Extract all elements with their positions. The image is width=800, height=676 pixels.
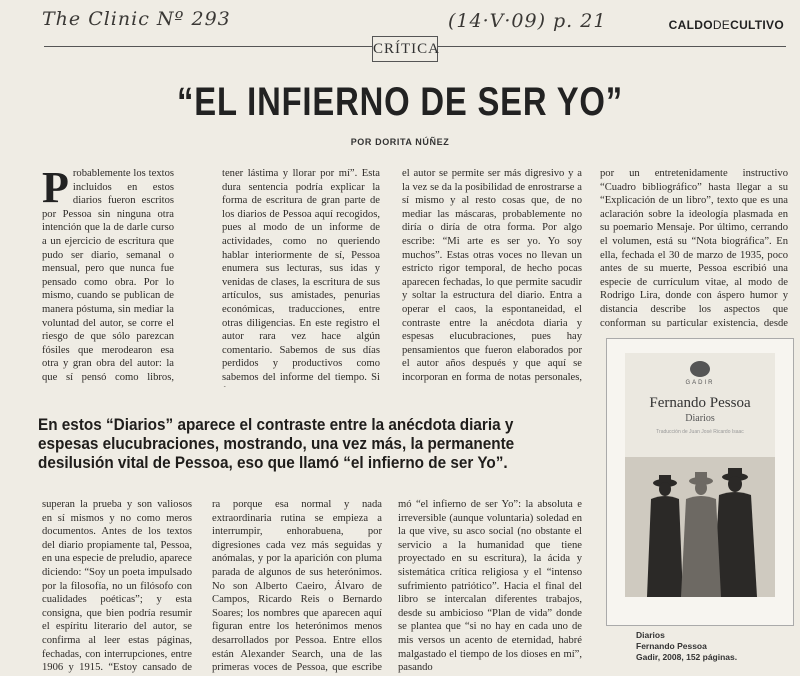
publisher-logo-icon	[690, 361, 710, 377]
column-6-text: ra porque esa normal y nada extraordinaria rutina se empieza a interrumpir, enhorabuena, por digresiones cada vez más seguidas y anómalas, y por la aparición con pluma parada de algunos de sus heterónimos. No son Alberto Caeiro, Álvaro de Campos, Ricardo Reis o Bernardo Soares; los nombres que aparecen aquí figuran entre los heterónimos menos desarrollados por Pessoa. Entre ellos están Alexander Search, una de las primeras voces de Pessoa, que escribe	[212, 499, 382, 674]
article-title: “EL INFIERNO DE SER YO”	[177, 80, 623, 124]
section-logo-b: DE	[712, 18, 731, 32]
column-2-text: tener lástima y llorar por mí”. Esta dura sentencia podría explicar la forma de escritura de gran parte de los diarios de Pessoa aquí recogidos, pues al modo de un informe de actividades, como no queriendo hablar interiormente de sí, Pessoa enumera sus lecturas, sus idas y venidas de clases, la escritura de sus artículos, sus amistades, penurias económicas, traducciones, entre otras diligencias. En este registro el autor rara vez hace algún comentario. Sabemos de sus días perdidos y productivos como sabemos del informe del tiempo. Si	[222, 168, 380, 383]
column-4-text: por un entretenidamente instructivo “Cuadro bibliográfico” hasta llegar a su “Explicación de un libro”, texto que es una aclaración sobre la ideología plasmada en su poemario Mensaje. Por último, cerrando el volumen, está su “Nota biográfica”. En ella, fechada el 30 de marzo de 1935, poco antes de su muerte, Pessoa escribió una especie de currículum vitae, al modo de Rodrigo Lira, donde con áspero humor y distancia describe los aspectos que conforman su particular existencia, desde	[600, 168, 788, 327]
caption-title: Diarios	[636, 630, 665, 640]
column-5	[42, 498, 192, 676]
book-cover	[625, 353, 775, 597]
column-3-text: el autor se permite ser más digresivo y a la vez se da la posibilidad de enrostrarse a sí mismo y al resto cosas que, de no mediar las máscaras, probablemente no diría o diría de otra forma. Por algo escribe: “Mi arte es ser yo. Yo soy muchos”. Estas otras voces no llevan un estricto rigor temporal, de hecho pocas aparecen fechadas, lo que permite sacudir y soltar la estructura del diario. Entra a operar el caos, la espontaneidad, el contraste entre la anécdota diaria y espesas elucubraciones, pues hay pensamientos que fueron elaborados por el autor años después y que aquí se incorporan en forma de notas personales,	[402, 168, 582, 383]
caption-author: Fernando Pessoa	[636, 641, 707, 651]
cover-translator: Traducción de Juan José Ricardo Isaac	[656, 429, 744, 435]
column-1	[42, 167, 174, 387]
byline: POR DORITA NÚÑEZ	[350, 137, 450, 147]
section-logo	[669, 18, 784, 32]
publisher-mark: GADIR	[685, 380, 715, 386]
section-logo-a: CALDO	[668, 18, 713, 32]
column-1-text: robablemente los textos incluidos en estos diarios fueron escritos por Pessoa sin ninguna otra intención que la de darle curso a un ejercicio de escritura que pudo ser diario, semanal o mensual, pero que nunca fue pensado como obra. Por lo mismo, cuando se publican de manera póstuma, sin mediar la voluntad del autor, se corre el riesgo de que sólo parezcan fósiles que merodearon esa otra y gran obra del autor: la que sí pensó como libros,	[42, 168, 174, 383]
handwritten-source: The Clinic Nº 293	[42, 8, 231, 30]
cover-author: Fernando Pessoa	[649, 395, 751, 411]
book-image	[606, 338, 794, 626]
cover-illustration	[625, 457, 775, 597]
caption-publication: Gadir, 2008, 152 páginas.	[636, 652, 738, 662]
column-4	[600, 167, 788, 327]
section-logo-c: CULTIVO	[730, 18, 784, 32]
column-7	[398, 498, 582, 676]
cover-title: Diarios	[685, 413, 715, 424]
column-5-text: superan la prueba y son valiosos en sí mismos y no como meros documentos. Antes de los textos del diario propiamente tal, Pessoa, en una especie de preludio, aparece diciendo: “Soy un poeta impulsado por la filosofía, no un filósofo con cualidades poéticas”; y esta consigna, que bien podría resumir el espíritu literario del autor, se confirma al leer estas páginas, fechadas, con interrupciones, entre 1906 y 1915. “Estoy cansado de	[42, 499, 192, 674]
column-3	[402, 167, 582, 387]
pull-quote: En estos “Diarios” aparece el contraste entre la anécdota diaria y espesas elucubraciones, mostrando, una vez más, la permanente desilusión vital de Pessoa, eso que llamó “el infierno de ser Yo”.	[38, 415, 515, 472]
column-6	[212, 498, 382, 676]
column-2	[222, 167, 380, 387]
handwritten-date: (14·V·09) p. 21	[448, 10, 607, 32]
drop-cap: P	[42, 167, 69, 212]
section-label: CRÍTICA	[372, 36, 438, 62]
book-caption	[606, 630, 800, 663]
column-7-text: mó “el infierno de ser Yo”: la absoluta e irreversible (aunque voluntaria) soledad en la que vive, su asco social (no obstante el servicio a la humanidad que tiene proyectado en su escritura), la ácida y sistemática crítica religiosa y el “intenso sufrimiento patriótico”. Hacia el final del libro se intercalan diferentes trabajos, desde su ambicioso “Plan de vida” donde se plantea que “si no hay en cada uno de mis versos un acento de eternidad, habré malgastado el tiempo de los dioses en mí”, pasando	[398, 499, 582, 674]
